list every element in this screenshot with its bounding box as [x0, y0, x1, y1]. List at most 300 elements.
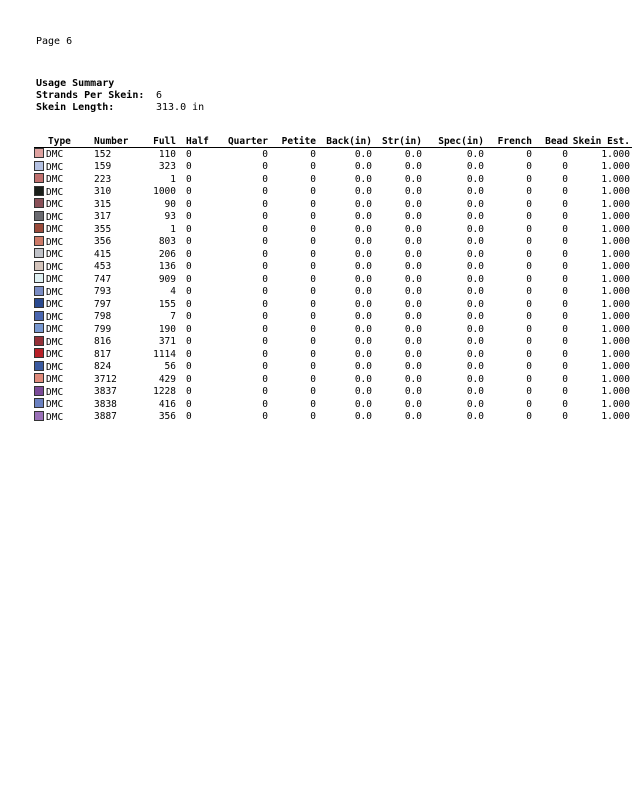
spec-length: 0.0: [466, 411, 484, 422]
bead-count: 0: [562, 311, 568, 322]
full-count: 323: [158, 161, 176, 172]
header-half: Half: [178, 135, 218, 148]
bead-count: 0: [562, 323, 568, 335]
usage-table-body: [34, 148, 632, 424]
petite-count: 0: [310, 248, 316, 260]
color-swatch: [34, 173, 44, 183]
thread-type-cell: [34, 398, 94, 411]
back-length: 0.0: [354, 298, 372, 310]
half-count: 0: [186, 373, 192, 385]
table-row: [34, 273, 632, 286]
color-swatch: [34, 261, 44, 271]
french-count: 0: [526, 236, 532, 247]
str-length: 0.0: [404, 248, 422, 260]
french-count: 0: [526, 411, 532, 422]
spec-length: 0.0: [466, 248, 484, 260]
petite-count: 0: [310, 198, 316, 210]
table-row: [34, 148, 632, 161]
full-count: 909: [158, 273, 176, 285]
full-count: 429: [158, 373, 176, 385]
petite-count: 0: [310, 386, 316, 397]
color-swatch: [34, 348, 44, 358]
spec-length: 0.0: [466, 161, 484, 172]
spec-length: 0.0: [466, 361, 484, 372]
bead-count: 0: [562, 373, 568, 385]
french-count: 0: [526, 386, 532, 397]
str-length: 0.0: [404, 323, 422, 335]
str-length: 0.0: [404, 186, 422, 197]
skein-estimate: 1.000: [601, 336, 630, 347]
spec-length: 0.0: [466, 398, 484, 410]
thread-type: DMC: [46, 161, 64, 173]
table-row: [34, 236, 632, 249]
thread-type-cell: [34, 248, 94, 261]
thread-type: DMC: [46, 198, 64, 210]
quarter-count: 0: [262, 186, 268, 197]
skein-estimate: 1.000: [601, 273, 630, 285]
bead-count: 0: [562, 236, 568, 247]
thread-type-cell: [34, 336, 94, 349]
back-length: 0.0: [354, 198, 372, 210]
thread-type-cell: [34, 173, 94, 186]
full-count: 90: [164, 198, 176, 210]
str-length: 0.0: [404, 236, 422, 247]
thread-number: 152: [94, 148, 112, 160]
petite-count: 0: [310, 236, 316, 247]
quarter-count: 0: [262, 298, 268, 310]
half-count: 0: [186, 161, 192, 172]
half-count: 0: [186, 298, 192, 310]
thread-type: DMC: [46, 298, 64, 310]
thread-type: DMC: [46, 386, 64, 398]
table-row: [34, 161, 632, 174]
thread-type: DMC: [46, 248, 64, 260]
quarter-count: 0: [262, 161, 268, 172]
skein-estimate: 1.000: [601, 386, 630, 397]
french-count: 0: [526, 361, 532, 372]
skein-estimate: 1.000: [601, 348, 630, 360]
half-count: 0: [186, 311, 192, 322]
quarter-count: 0: [262, 198, 268, 210]
half-count: 0: [186, 286, 192, 297]
bead-count: 0: [562, 198, 568, 210]
table-row: [34, 298, 632, 311]
table-row: [34, 373, 632, 386]
quarter-count: 0: [262, 323, 268, 335]
petite-count: 0: [310, 173, 316, 185]
thread-number: 159: [94, 161, 112, 172]
full-count: 206: [158, 248, 176, 260]
thread-type: DMC: [46, 186, 64, 198]
thread-number: 747: [94, 273, 112, 285]
quarter-count: 0: [262, 311, 268, 322]
french-count: 0: [526, 161, 532, 172]
skein-estimate: 1.000: [601, 411, 630, 422]
quarter-count: 0: [262, 223, 268, 235]
half-count: 0: [186, 223, 192, 235]
thread-number: 3837: [94, 386, 117, 397]
thread-type: DMC: [46, 223, 64, 235]
thread-type: DMC: [46, 261, 64, 273]
thread-type-cell: [34, 273, 94, 286]
table-header-row: [34, 135, 632, 148]
header-petite: Petite: [270, 135, 318, 148]
page-number: Page 6: [36, 36, 73, 47]
str-length: 0.0: [404, 148, 422, 160]
thread-number: 317: [94, 211, 112, 222]
french-count: 0: [526, 323, 532, 335]
thread-number: 816: [94, 336, 112, 347]
thread-type: DMC: [46, 148, 64, 160]
half-count: 0: [186, 323, 192, 335]
petite-count: 0: [310, 273, 316, 285]
str-length: 0.0: [404, 273, 422, 285]
thread-number: 797: [94, 298, 112, 310]
skein-estimate: 1.000: [601, 211, 630, 222]
full-count: 56: [164, 361, 176, 372]
color-swatch: [34, 273, 44, 283]
str-length: 0.0: [404, 361, 422, 372]
skein-estimate: 1.000: [601, 261, 630, 272]
quarter-count: 0: [262, 398, 268, 410]
petite-count: 0: [310, 373, 316, 385]
thread-number: 798: [94, 311, 112, 322]
skein-estimate: 1.000: [601, 311, 630, 322]
table-row: [34, 411, 632, 424]
header-spec: Spec(in): [424, 135, 486, 148]
full-count: 1114: [153, 348, 176, 360]
bead-count: 0: [562, 261, 568, 272]
spec-length: 0.0: [466, 298, 484, 310]
skein-estimate: 1.000: [601, 323, 630, 335]
thread-type: DMC: [46, 336, 64, 348]
back-length: 0.0: [354, 373, 372, 385]
header-number: Number: [94, 135, 140, 148]
thread-number: 824: [94, 361, 112, 372]
color-swatch: [34, 248, 44, 258]
back-length: 0.0: [354, 211, 372, 222]
skein-estimate: 1.000: [601, 398, 630, 410]
thread-type: DMC: [46, 348, 64, 360]
petite-count: 0: [310, 161, 316, 172]
full-count: 136: [158, 261, 176, 272]
table-row: [34, 336, 632, 349]
bead-count: 0: [562, 336, 568, 347]
table-row: [34, 198, 632, 211]
half-count: 0: [186, 348, 192, 360]
petite-count: 0: [310, 398, 316, 410]
french-count: 0: [526, 261, 532, 272]
quarter-count: 0: [262, 173, 268, 185]
bead-count: 0: [562, 286, 568, 297]
thread-type-cell: [34, 198, 94, 211]
full-count: 4: [170, 286, 176, 297]
back-length: 0.0: [354, 273, 372, 285]
color-swatch: [34, 298, 44, 308]
table-row: [34, 386, 632, 399]
table-row: [34, 361, 632, 374]
half-count: 0: [186, 198, 192, 210]
bead-count: 0: [562, 173, 568, 185]
half-count: 0: [186, 398, 192, 410]
back-length: 0.0: [354, 186, 372, 197]
thread-number: 223: [94, 173, 112, 185]
quarter-count: 0: [262, 373, 268, 385]
back-length: 0.0: [354, 236, 372, 247]
skein-estimate: 1.000: [601, 148, 630, 160]
strands-label: Strands Per Skein:: [36, 90, 145, 101]
back-length: 0.0: [354, 286, 372, 297]
color-swatch: [34, 198, 44, 208]
color-swatch: [34, 373, 44, 383]
header-french: French: [486, 135, 534, 148]
thread-number: 415: [94, 248, 112, 260]
color-swatch: [34, 398, 44, 408]
quarter-count: 0: [262, 236, 268, 247]
spec-length: 0.0: [466, 286, 484, 297]
str-length: 0.0: [404, 173, 422, 185]
petite-count: 0: [310, 148, 316, 160]
petite-count: 0: [310, 223, 316, 235]
bead-count: 0: [562, 186, 568, 197]
str-length: 0.0: [404, 311, 422, 322]
bead-count: 0: [562, 161, 568, 172]
full-count: 1: [170, 173, 176, 185]
thread-number: 453: [94, 261, 112, 272]
spec-length: 0.0: [466, 273, 484, 285]
back-length: 0.0: [354, 161, 372, 172]
thread-type: DMC: [46, 398, 64, 410]
french-count: 0: [526, 198, 532, 210]
table-row: [34, 323, 632, 336]
color-swatch: [34, 311, 44, 321]
quarter-count: 0: [262, 336, 268, 347]
bead-count: 0: [562, 148, 568, 160]
thread-type-cell: [34, 261, 94, 274]
half-count: 0: [186, 411, 192, 422]
full-count: 110: [158, 148, 176, 160]
full-count: 190: [158, 323, 176, 335]
thread-type-cell: [34, 348, 94, 361]
petite-count: 0: [310, 411, 316, 422]
skein-estimate: 1.000: [601, 298, 630, 310]
bead-count: 0: [562, 411, 568, 422]
skein-estimate: 1.000: [601, 236, 630, 247]
spec-length: 0.0: [466, 336, 484, 347]
skein-length-label: Skein Length:: [36, 102, 115, 113]
str-length: 0.0: [404, 261, 422, 272]
back-length: 0.0: [354, 311, 372, 322]
str-length: 0.0: [404, 386, 422, 397]
spec-length: 0.0: [466, 373, 484, 385]
str-length: 0.0: [404, 211, 422, 222]
french-count: 0: [526, 248, 532, 260]
thread-type: DMC: [46, 236, 64, 248]
quarter-count: 0: [262, 286, 268, 297]
spec-length: 0.0: [466, 148, 484, 160]
half-count: 0: [186, 186, 192, 197]
quarter-count: 0: [262, 248, 268, 260]
spec-length: 0.0: [466, 261, 484, 272]
thread-number: 817: [94, 348, 112, 360]
spec-length: 0.0: [466, 311, 484, 322]
quarter-count: 0: [262, 273, 268, 285]
thread-type-cell: [34, 386, 94, 399]
str-length: 0.0: [404, 348, 422, 360]
color-swatch: [34, 336, 44, 346]
spec-length: 0.0: [466, 198, 484, 210]
thread-type-cell: [34, 311, 94, 324]
skein-estimate: 1.000: [601, 223, 630, 235]
str-length: 0.0: [404, 336, 422, 347]
spec-length: 0.0: [466, 386, 484, 397]
bead-count: 0: [562, 273, 568, 285]
header-bead: Bead: [534, 135, 570, 148]
full-count: 1000: [153, 186, 176, 197]
spec-length: 0.0: [466, 236, 484, 247]
back-length: 0.0: [354, 386, 372, 397]
thread-type-cell: [34, 298, 94, 311]
str-length: 0.0: [404, 373, 422, 385]
bead-count: 0: [562, 386, 568, 397]
quarter-count: 0: [262, 386, 268, 397]
half-count: 0: [186, 236, 192, 247]
thread-number: 3712: [94, 373, 117, 385]
thread-type-cell: [34, 411, 94, 424]
str-length: 0.0: [404, 298, 422, 310]
color-swatch: [34, 236, 44, 246]
str-length: 0.0: [404, 286, 422, 297]
french-count: 0: [526, 373, 532, 385]
bead-count: 0: [562, 348, 568, 360]
bead-count: 0: [562, 398, 568, 410]
half-count: 0: [186, 386, 192, 397]
petite-count: 0: [310, 261, 316, 272]
half-count: 0: [186, 248, 192, 260]
thread-type: DMC: [46, 373, 64, 385]
str-length: 0.0: [404, 398, 422, 410]
french-count: 0: [526, 336, 532, 347]
table-row: [34, 223, 632, 236]
spec-length: 0.0: [466, 211, 484, 222]
french-count: 0: [526, 211, 532, 222]
french-count: 0: [526, 173, 532, 185]
thread-number: 356: [94, 236, 112, 247]
full-count: 1: [170, 223, 176, 235]
back-length: 0.0: [354, 173, 372, 185]
thread-number: 799: [94, 323, 112, 335]
skein-estimate: 1.000: [601, 248, 630, 260]
table-row: [34, 261, 632, 274]
full-count: 803: [158, 236, 176, 247]
color-swatch: [34, 411, 44, 421]
petite-count: 0: [310, 323, 316, 335]
strands-value: 6: [156, 90, 163, 101]
petite-count: 0: [310, 336, 316, 347]
thread-type-cell: [34, 211, 94, 224]
back-length: 0.0: [354, 223, 372, 235]
french-count: 0: [526, 223, 532, 235]
skein-estimate: 1.000: [601, 373, 630, 385]
french-count: 0: [526, 298, 532, 310]
header-type: Type: [34, 135, 94, 148]
thread-type-cell: [34, 223, 94, 236]
french-count: 0: [526, 311, 532, 322]
color-swatch: [34, 286, 44, 296]
petite-count: 0: [310, 361, 316, 372]
thread-number: 3887: [94, 411, 117, 422]
header-quarter: Quarter: [218, 135, 270, 148]
half-count: 0: [186, 361, 192, 372]
spec-length: 0.0: [466, 173, 484, 185]
petite-count: 0: [310, 311, 316, 322]
header-str: Str(in): [374, 135, 424, 148]
petite-count: 0: [310, 286, 316, 297]
table-row: [34, 248, 632, 261]
petite-count: 0: [310, 348, 316, 360]
str-length: 0.0: [404, 411, 422, 422]
skein-estimate: 1.000: [601, 286, 630, 297]
french-count: 0: [526, 186, 532, 197]
spec-length: 0.0: [466, 223, 484, 235]
full-count: 1228: [153, 386, 176, 397]
str-length: 0.0: [404, 223, 422, 235]
back-length: 0.0: [354, 261, 372, 272]
quarter-count: 0: [262, 361, 268, 372]
half-count: 0: [186, 336, 192, 347]
back-length: 0.0: [354, 336, 372, 347]
table-row: [34, 211, 632, 224]
skein-length-value: 313.0 in: [156, 102, 205, 113]
full-count: 93: [164, 211, 176, 222]
thread-type: DMC: [46, 273, 64, 285]
back-length: 0.0: [354, 248, 372, 260]
thread-type-cell: [34, 286, 94, 299]
color-swatch: [34, 148, 44, 158]
bead-count: 0: [562, 361, 568, 372]
bead-count: 0: [562, 298, 568, 310]
skein-estimate: 1.000: [601, 361, 630, 372]
thread-type: DMC: [46, 286, 64, 298]
str-length: 0.0: [404, 198, 422, 210]
thread-type-cell: [34, 186, 94, 199]
bead-count: 0: [562, 211, 568, 222]
petite-count: 0: [310, 186, 316, 197]
back-length: 0.0: [354, 148, 372, 160]
thread-type: DMC: [46, 211, 64, 223]
thread-type-cell: [34, 323, 94, 336]
half-count: 0: [186, 148, 192, 160]
header-skein-est: Skein Est.: [570, 135, 632, 148]
french-count: 0: [526, 273, 532, 285]
french-count: 0: [526, 398, 532, 410]
quarter-count: 0: [262, 211, 268, 222]
usage-table: [34, 135, 632, 423]
bead-count: 0: [562, 223, 568, 235]
thread-type-cell: [34, 361, 94, 374]
str-length: 0.0: [404, 161, 422, 172]
petite-count: 0: [310, 298, 316, 310]
full-count: 7: [170, 311, 176, 322]
color-swatch: [34, 361, 44, 371]
table-row: [34, 173, 632, 186]
french-count: 0: [526, 148, 532, 160]
thread-number: 310: [94, 186, 112, 197]
thread-type-cell: [34, 236, 94, 249]
back-length: 0.0: [354, 348, 372, 360]
full-count: 371: [158, 336, 176, 347]
table-row: [34, 311, 632, 324]
